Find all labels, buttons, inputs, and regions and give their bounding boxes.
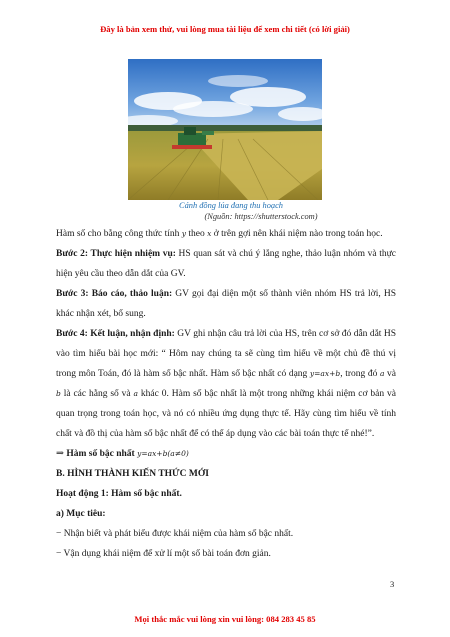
- step-2-label: Bước 2: Thực hiện nhiệm vụ:: [56, 249, 176, 259]
- page-number: 3: [390, 579, 395, 589]
- section-b-heading: B. HÌNH THÀNH KIẾN THỨC MỚI: [56, 469, 209, 479]
- conclusion-line: ⇒ Hàm số bậc nhất y=ax+b(a≠0): [56, 449, 189, 459]
- implies-arrow-icon: ⇒: [56, 449, 64, 459]
- activity-1-heading: Hoạt động 1: Hàm số bậc nhất.: [56, 489, 182, 499]
- step-2-paragraph: Bước 2: Thực hiện nhiệm vụ: HS quan sát và chú ý lắng nghe, thảo luận nhóm và thực hiện yêu cầu theo dẫn dắt của GV.: [56, 249, 397, 279]
- linear-formula: y=ax+b: [309, 369, 341, 378]
- figure-source: (Nguồn: https://shutterstock.com): [204, 212, 318, 221]
- step-3-paragraph: Bước 3: Báo cáo, thảo luận: GV gọi đại diện một số thành viên nhóm HS trả lời, HS khác nhận xét, bổ sung.: [56, 289, 396, 319]
- question-paragraph: Hàm số cho bằng công thức tính y theo x ở trên gợi nên khái niệm nào trong toán học.: [56, 229, 383, 239]
- step-3-label: Bước 3: Báo cáo, thảo luận:: [56, 289, 173, 299]
- step-4-label: Bước 4: Kết luận, nhận định:: [56, 329, 175, 339]
- step-4-paragraph: Bước 4: Kết luận, nhận định: GV ghi nhận câu trả lời của HS, trên cơ sở đó dẫn dắt HS vào tìm hiểu bài học mới: “ Hôm nay chúng ta sẽ cùng tìm hiểu về một chủ đề thú vị trong môn Toán, đó là hàm số bậc nhất. Hàm số bậc nhất có dạng y=ax+b, trong đó a và b là các hằng số và a khác 0. Hàm số bậc nhất là một trong những khái niệm cơ bản và quan trọng trong toán học, và nó có nhiều ứng dụng thực tế. Hãy cùng tìm hiểu về tính chất và đồ thị của hàm số bậc nhất để có thể áp dụng vào các bài toán thực tế nhé!”.: [56, 329, 397, 439]
- goal-item: − Nhận biết và phát biểu được khái niệm của hàm số bậc nhất.: [56, 529, 294, 539]
- conclusion-formula: y=ax+b(a≠0): [137, 449, 189, 458]
- header-banner: Đây là bản xem thử, vui lòng mua tài liệu để xem chi tiết (có lời giải): [100, 24, 350, 34]
- document-body: [56, 224, 396, 564]
- goal-heading: a) Mục tiêu:: [56, 509, 106, 519]
- footer-banner: Mọi thắc mắc vui lòng xin vui lòng: 084 283 45 85: [134, 614, 316, 624]
- figure-caption: Cánh đồng lúa đang thu hoạch: [179, 201, 283, 210]
- goal-item: − Vận dụng khái niệm để xử lí một số bài toán đơn giản.: [56, 549, 271, 559]
- rice-field-harvest-photo: [128, 59, 322, 200]
